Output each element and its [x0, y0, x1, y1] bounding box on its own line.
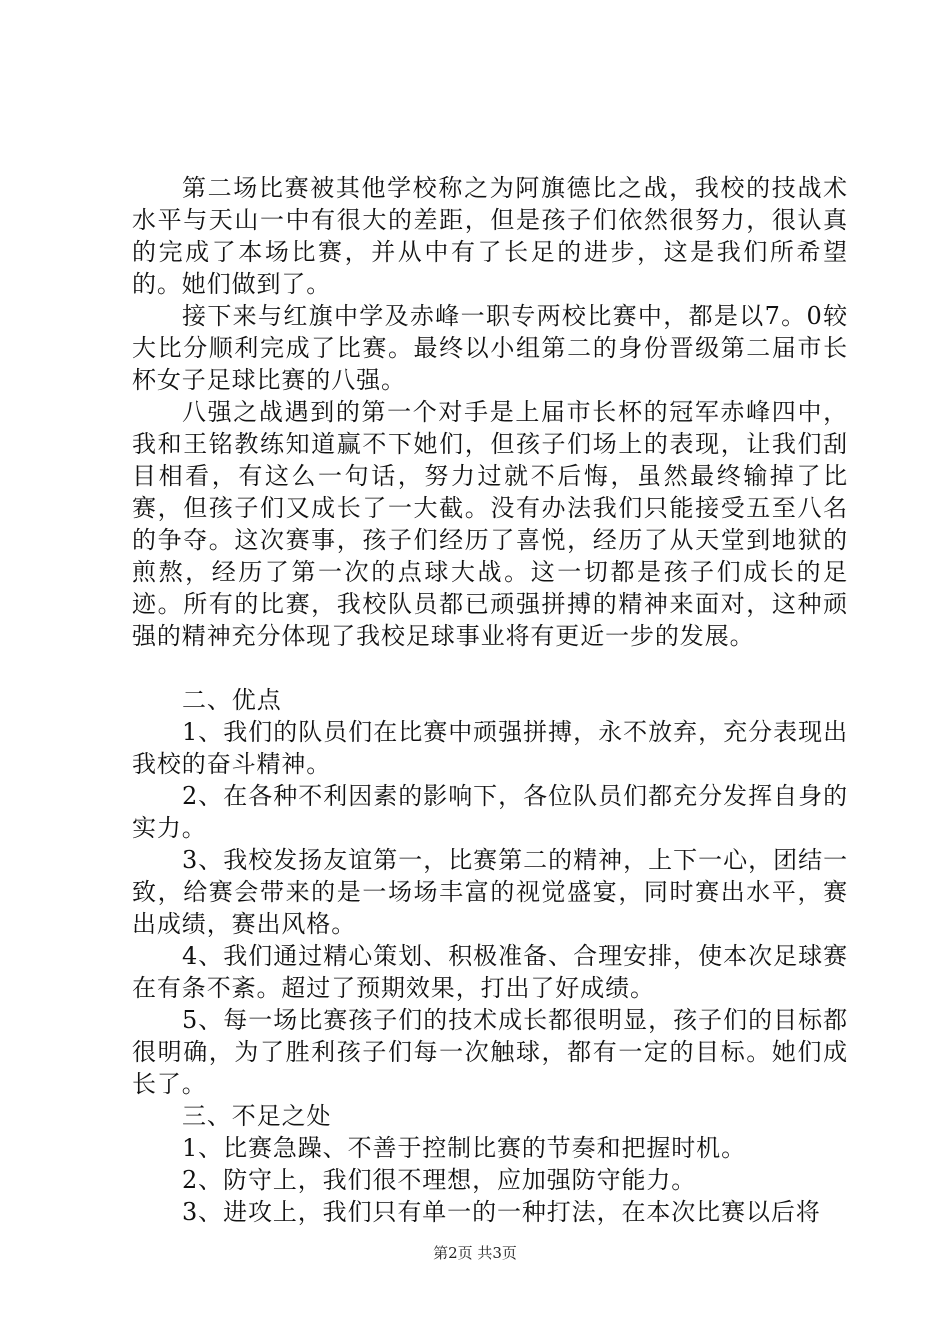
- paragraph-spacer: [132, 652, 848, 684]
- strength-item-1: 1、我们的队员们在比赛中顽强拼搏，永不放弃，充分表现出我校的奋斗精神。: [132, 718, 848, 778]
- document-body: [132, 172, 848, 1228]
- paragraph-group-results: 接下来与红旗中学及赤峰一职专两校比赛中，都是以7。0较大比分顺利完成了比赛。最终以小组第二的身份晋级第二届市长杯女子足球比赛的八强。: [132, 302, 848, 394]
- strength-item-5: 5、每一场比赛孩子们的技术成长都很明显，孩子们的目标都很明确，为了胜利孩子们每一次触球，都有一定的目标。她们成长了。: [132, 1006, 848, 1098]
- strength-item-2: 2、在各种不利因素的影响下，各位队员们都充分发挥自身的实力。: [132, 782, 848, 842]
- page-number-footer: 第2页 共3页: [433, 1244, 517, 1262]
- section-heading-weaknesses: 三、不足之处: [182, 1102, 332, 1130]
- paragraph-second-match: 第二场比赛被其他学校称之为阿旗德比之战，我校的技战术水平与天山一中有很大的差距，但是孩子们依然很努力，很认真的完成了本场比赛，并从中有了长足的进步，这是我们所希望的。她们做到了。: [132, 174, 848, 298]
- strength-item-3: 3、我校发扬友谊第一，比赛第二的精神，上下一心，团结一致，给赛会带来的是一场场丰富的视觉盛宴，同时赛出水平，赛出成绩，赛出风格。: [132, 846, 848, 938]
- weakness-item-1: 1、比赛急躁、不善于控制比赛的节奏和把握时机。: [182, 1134, 746, 1162]
- paragraph-quarterfinal: 八强之战遇到的第一个对手是上届市长杯的冠军赤峰四中，我和王铭教练知道赢不下她们，但孩子们场上的表现，让我们刮目相看，有这么一句话，努力过就不后悔，虽然最终输掉了比赛，但孩子们又成长了一大截。没有办法我们只能接受五至八名的争夺。这次赛事，孩子们经历了喜悦，经历了从天堂到地狱的煎熬，经历了第一次的点球大战。这一切都是孩子们成长的足迹。所有的比赛，我校队员都已顽强拼搏的精神来面对，这种顽强的精神充分体现了我校足球事业将有更近一步的发展。: [132, 398, 848, 650]
- section-heading-strengths: 二、优点: [182, 686, 282, 714]
- weakness-item-3: 3、进攻上，我们只有单一的一种打法，在本次比赛以后将: [182, 1198, 821, 1226]
- strength-item-4: 4、我们通过精心策划、积极准备、合理安排，使本次足球赛在有条不紊。超过了预期效果，打出了好成绩。: [132, 942, 848, 1002]
- weakness-item-2: 2、防守上，我们很不理想，应加强防守能力。: [182, 1166, 697, 1194]
